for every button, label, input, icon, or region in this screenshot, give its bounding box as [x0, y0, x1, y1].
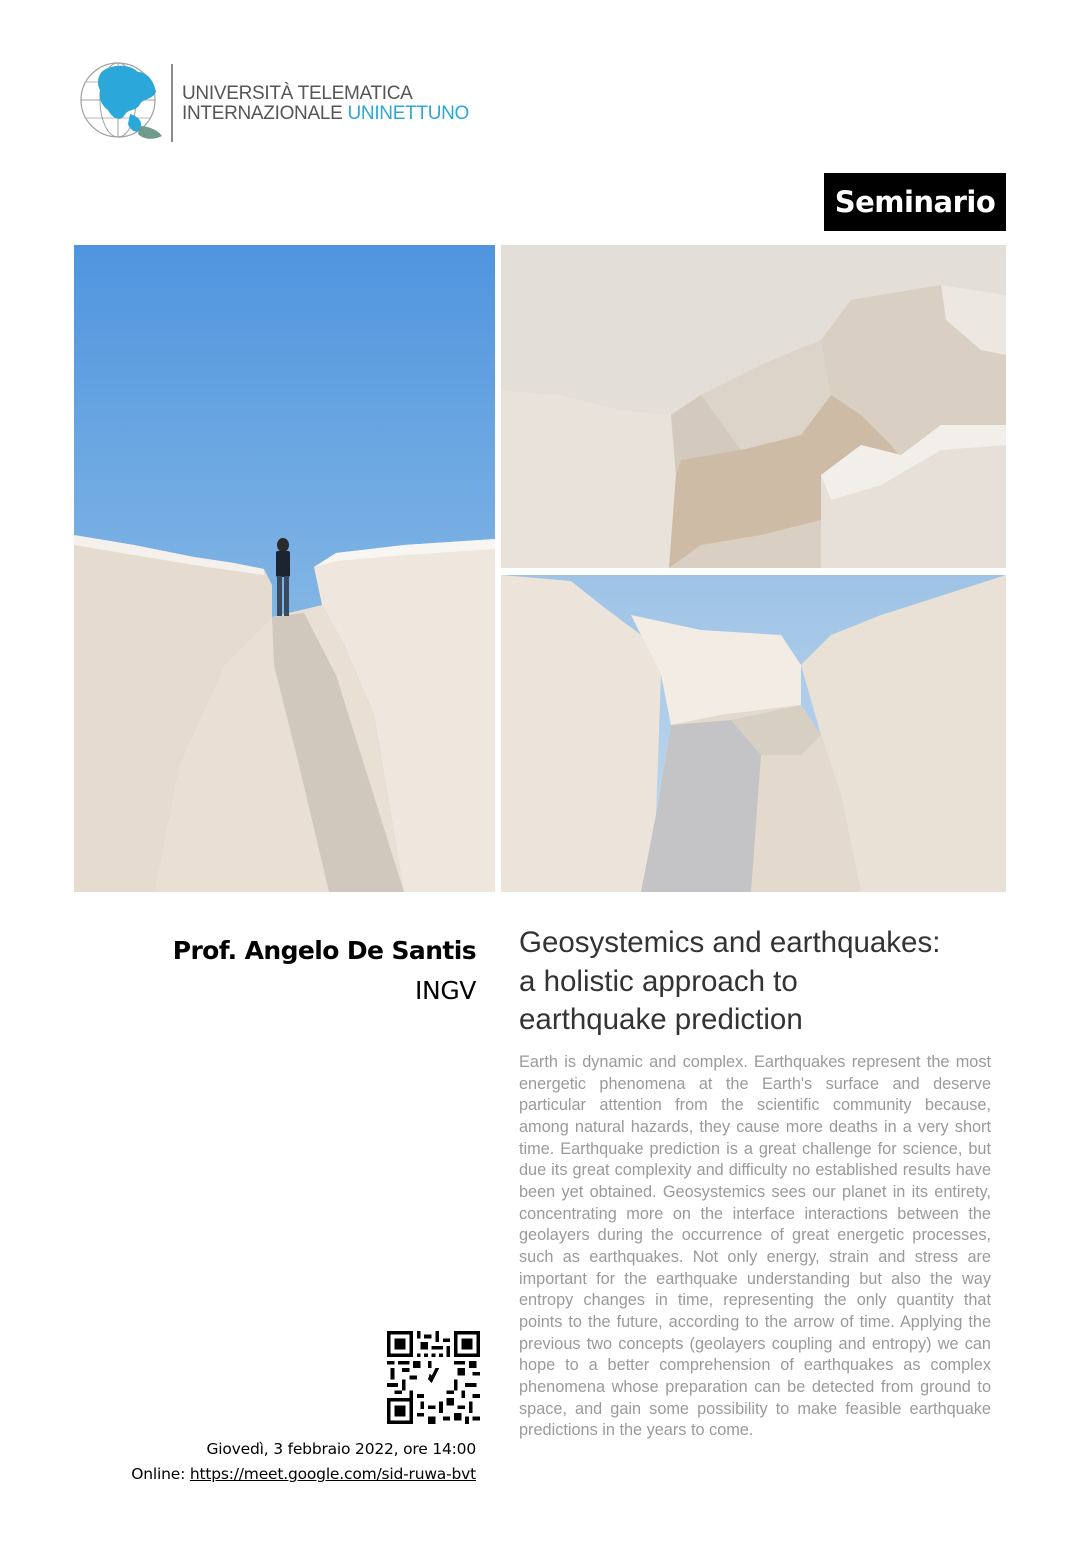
university-name-line2-part1: INTERNAZIONALE: [182, 103, 348, 124]
speaker-name: Prof. Angelo De Santis: [172, 936, 476, 965]
university-name-line2: [182, 104, 469, 124]
online-label: Online:: [131, 1465, 190, 1483]
seminar-title-line1: Geosystemics and earthquakes:: [519, 926, 941, 959]
photo-marble-corridor-view: [501, 575, 1006, 892]
university-name-accent: UNINETTUNO: [347, 103, 470, 124]
meeting-link[interactable]: https://meet.google.com/sid-ruwa-bvt: [189, 1465, 476, 1483]
qr-code-icon[interactable]: [387, 1331, 480, 1424]
photo-person-in-marble-corridor: [74, 245, 495, 892]
globe-icon: [78, 60, 164, 144]
seminar-title: [519, 924, 999, 1040]
seminar-title-line3: earthquake prediction: [519, 1003, 803, 1036]
event-date: Giovedì, 3 febbraio 2022, ore 14:00: [206, 1440, 476, 1458]
seminar-badge: Seminario: [824, 173, 1006, 231]
seminar-abstract: Earth is dynamic and complex. Earthquakes represent the most energetic phenomena at the Earth's surface and deserve particular attention from the scientific community because, among natural hazards, they cause more deaths in a very short time. Earthquake prediction is a great challenge for science, but due its great complexity and difficulty no established results have been yet obtained. Geosystemics sees our planet in its entirety, concentrating more on the interface interactions between the geolayers during the occurrence of great energetic processes, such as earthquakes. Not only energy, strain and stress are important for the earthquake understanding but also the way entropy changes in time, representing the only quantity that points to the future, according to the arrow of time. Applying the previous two concepts (geolayers coupling and entropy) we can hope to a better comprehension of earthquakes as complex phenomena whose preparation can be detected from ground to space, and gain some possibility to make feasible earthquake predictions in the years to come.: [519, 1053, 991, 1440]
university-name-line1: UNIVERSITÀ TELEMATICA: [182, 83, 413, 104]
logo-divider: [171, 64, 173, 142]
seminar-title-line2: a holistic approach to: [519, 964, 798, 998]
university-logo: [78, 60, 498, 146]
speaker-affiliation: INGV: [415, 976, 476, 1005]
photo-marble-blocks-aerial: [501, 245, 1006, 568]
university-name: [182, 84, 469, 124]
event-online: [131, 1465, 476, 1483]
